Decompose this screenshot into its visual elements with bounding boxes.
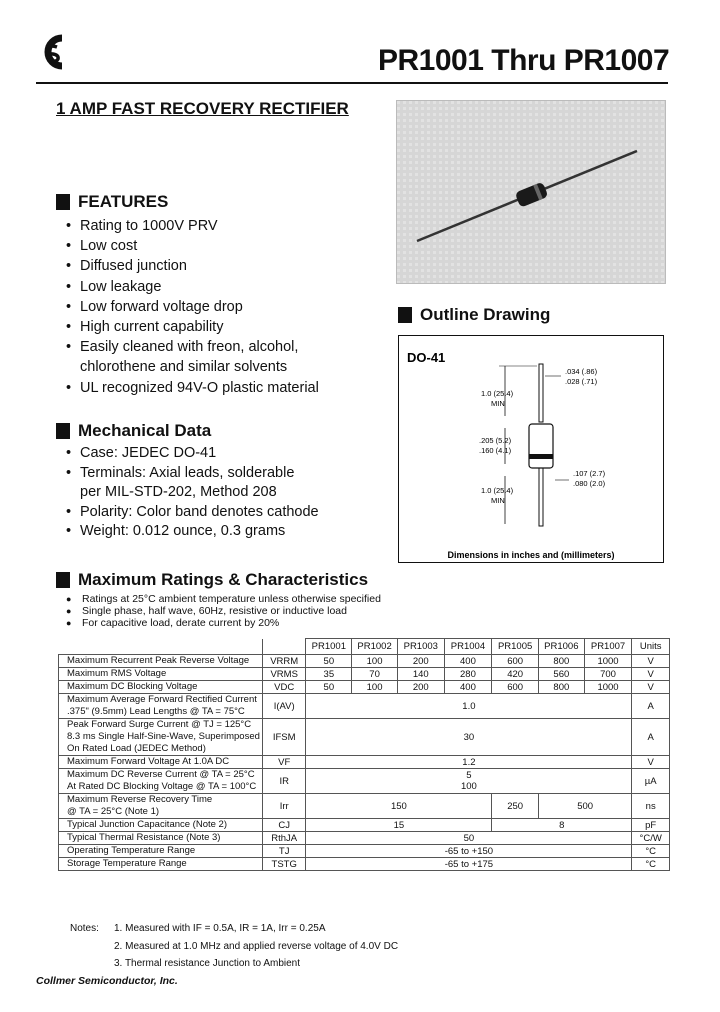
value-cell: 8 <box>492 819 632 832</box>
list-item: ● Single phase, half wave, 60Hz, resistive or inductive load <box>66 605 381 617</box>
param-cell <box>59 694 263 719</box>
value-cell: 600 <box>492 655 539 668</box>
unit-cell: °C <box>632 845 670 858</box>
page-title: PR1001 Thru PR1007 <box>378 44 670 77</box>
notes-label: Notes: <box>70 923 99 934</box>
symbol-cell: IR <box>262 769 306 794</box>
note-item: 3. Thermal resistance Junction to Ambient <box>114 958 301 969</box>
param-line: Maximum Average Forward Rectified Current <box>67 694 257 705</box>
value-line: 5 <box>466 770 472 781</box>
dim-lead-dia-1: .034 (.86) <box>565 367 598 376</box>
value-cell: 280 <box>444 668 492 681</box>
list-item: • Low cost <box>64 236 319 256</box>
note-item: 1. Measured with IF = 0.5A, IR = 1A, Irr = 0.25A <box>114 923 326 934</box>
table-row <box>59 756 670 769</box>
heading-square-icon <box>56 194 70 210</box>
unit-cell: V <box>632 756 670 769</box>
dim-lead-len-min-2: MIN <box>491 496 505 505</box>
table-row <box>59 845 670 858</box>
value-cell: 1000 <box>584 655 632 668</box>
column-header: PR1003 <box>397 639 444 655</box>
param-line: On Rated Load (JEDEC Method) <box>67 743 206 754</box>
list-item: • Terminals: Axial leads, solderable <box>64 464 319 484</box>
list-item: • Polarity: Color band denotes cathode <box>64 503 319 523</box>
param-line: Maximum Reverse Recovery Time <box>67 794 213 805</box>
unit-cell: A <box>632 694 670 719</box>
symbol-cell: VF <box>262 756 306 769</box>
heading-square-icon <box>56 572 70 588</box>
column-header: Units <box>632 639 670 655</box>
table-row <box>59 668 670 681</box>
ratings-conditions <box>66 593 381 629</box>
table-row <box>59 655 670 668</box>
symbol-cell: CJ <box>262 819 306 832</box>
value-cell: 420 <box>492 668 539 681</box>
column-header: PR1005 <box>492 639 539 655</box>
column-header: PR1001 <box>306 639 352 655</box>
value-line: 100 <box>460 781 477 792</box>
unit-cell: °C <box>632 858 670 871</box>
symbol-cell: RthJA <box>262 832 306 845</box>
do41-drawing <box>399 336 663 562</box>
param-cell: Operating Temperature Range <box>59 845 263 858</box>
unit-cell: ns <box>632 794 670 819</box>
table-row <box>59 769 670 794</box>
param-cell <box>59 794 263 819</box>
symbol-cell: VRRM <box>262 655 306 668</box>
list-item-continuation: per MIL-STD-202, Method 208 <box>80 484 277 500</box>
value-cell: -65 to +175 <box>306 858 632 871</box>
table-row <box>59 832 670 845</box>
symbol-cell: VRMS <box>262 668 306 681</box>
value-cell: 200 <box>397 655 444 668</box>
table-row <box>59 681 670 694</box>
list-item: • Low forward voltage drop <box>64 297 319 317</box>
features-heading-text: FEATURES <box>78 192 169 211</box>
param-cell: Typical Thermal Resistance (Note 3) <box>59 832 263 845</box>
param-cell: Maximum RMS Voltage <box>59 668 263 681</box>
unit-cell: V <box>632 681 670 694</box>
value-cell: 1000 <box>584 681 632 694</box>
param-cell: Maximum DC Blocking Voltage <box>59 681 263 694</box>
list-item: • UL recognized 94V-O plastic material <box>64 378 319 398</box>
table-row <box>59 694 670 719</box>
dim-body-dia-2: .080 (2.0) <box>573 479 606 488</box>
outline-heading-text: Outline Drawing <box>420 305 551 324</box>
ratings-heading <box>56 570 368 590</box>
table-row <box>59 794 670 819</box>
param-cell: Storage Temperature Range <box>59 858 263 871</box>
product-photo <box>396 100 666 284</box>
value-cell: 700 <box>584 668 632 681</box>
symbol-cell: IFSM <box>262 719 306 756</box>
value-cell: 400 <box>444 681 492 694</box>
outline-drawing <box>398 335 664 563</box>
list-item: • Weight: 0.012 ounce, 0.3 grams <box>64 522 319 542</box>
value-cell: 70 <box>352 668 398 681</box>
value-cell: 35 <box>306 668 352 681</box>
symbol-cell: I(AV) <box>262 694 306 719</box>
dim-body-len-2: .160 (4.1) <box>479 446 512 455</box>
ratings-heading-text: Maximum Ratings & Characteristics <box>78 570 369 589</box>
symbol-cell: TSTG <box>262 858 306 871</box>
param-cell: Maximum Recurrent Peak Reverse Voltage <box>59 655 263 668</box>
param-line: .375" (9.5mm) Lead Lengths @ TA = 75°C <box>67 706 245 717</box>
value-cell: 500 <box>538 794 631 819</box>
column-header: PR1007 <box>584 639 632 655</box>
note-item: 2. Measured at 1.0 MHz and applied reverse voltage of 4.0V DC <box>114 940 399 952</box>
unit-cell: A <box>632 719 670 756</box>
list-item: ● Ratings at 25°C ambient temperature unless otherwise specified <box>66 593 381 605</box>
header-rule <box>36 82 668 84</box>
value-cell: 140 <box>397 668 444 681</box>
dim-lead-dia-2: .028 (.71) <box>565 377 598 386</box>
ratings-table <box>58 638 670 871</box>
value-cell: 560 <box>538 668 584 681</box>
param-cell: Maximum Forward Voltage At 1.0A DC <box>59 756 263 769</box>
value-cell: 100 <box>352 655 398 668</box>
symbol-cell: VDC <box>262 681 306 694</box>
param-cell <box>59 719 263 756</box>
param-line: Maximum DC Reverse Current @ TA = 25°C <box>67 769 255 780</box>
unit-cell: pF <box>632 819 670 832</box>
list-item: • Rating to 1000V PRV <box>64 216 319 236</box>
value-cell <box>306 769 632 794</box>
param-line: Peak Forward Surge Current @ TJ = 125°C <box>67 719 252 730</box>
table-header-row <box>59 639 670 655</box>
value-cell: 50 <box>306 681 352 694</box>
column-header: PR1004 <box>444 639 492 655</box>
company-name: Collmer Semiconductor, Inc. <box>36 975 178 987</box>
features-heading <box>56 192 168 212</box>
value-cell: 600 <box>492 681 539 694</box>
value-cell: 50 <box>306 832 632 845</box>
product-subtitle: 1 AMP FAST RECOVERY RECTIFIER <box>56 99 349 118</box>
dim-body-dia-1: .107 (2.7) <box>573 469 606 478</box>
value-cell: 250 <box>492 794 539 819</box>
unit-cell: µA <box>632 769 670 794</box>
unit-cell: V <box>632 655 670 668</box>
unit-cell: °C/W <box>632 832 670 845</box>
package-label: DO-41 <box>407 350 446 365</box>
heading-square-icon <box>56 423 70 439</box>
features-list <box>64 216 319 398</box>
value-cell: -65 to +150 <box>306 845 632 858</box>
value-cell: 50 <box>306 655 352 668</box>
list-item: • Diffused junction <box>64 256 319 276</box>
value-cell: 100 <box>352 681 398 694</box>
column-header: PR1002 <box>352 639 398 655</box>
dim-lead-len-min-1: MIN <box>491 399 505 408</box>
value-cell: 400 <box>444 655 492 668</box>
symbol-cell: TJ <box>262 845 306 858</box>
value-cell: 1.0 <box>306 694 632 719</box>
list-item: ● For capacitive load, derate current by 20% <box>66 617 381 629</box>
unit-cell: V <box>632 668 670 681</box>
dimensions-caption: Dimensions in inches and (millimeters) <box>447 550 615 560</box>
dim-body-len-1: .205 (5.2) <box>479 436 512 445</box>
param-line: @ TA = 25°C (Note 1) <box>67 806 160 817</box>
value-cell: 200 <box>397 681 444 694</box>
table-row <box>59 819 670 832</box>
company-logo <box>34 30 68 74</box>
value-cell: 15 <box>306 819 492 832</box>
mechanical-list <box>64 444 319 542</box>
list-item: • Low leakage <box>64 277 319 297</box>
outline-heading <box>398 305 550 325</box>
list-item-continuation: chlorothene and similar solvents <box>80 359 288 376</box>
value-cell: 150 <box>306 794 492 819</box>
param-cell: Typical Junction Capacitance (Note 2) <box>59 819 263 832</box>
list-item: • Easily cleaned with freon, alcohol, <box>64 337 319 357</box>
notes <box>70 920 398 973</box>
value-cell: 1.2 <box>306 756 632 769</box>
list-item: • Case: JEDEC DO-41 <box>64 444 319 464</box>
heading-square-icon <box>398 307 412 323</box>
param-line: 8.3 ms Single Half-Sine-Wave, Superimposed <box>67 731 260 742</box>
value-cell: 30 <box>306 719 632 756</box>
dim-lead-len-2: 1.0 (25.4) <box>481 486 514 495</box>
symbol-cell: Irr <box>262 794 306 819</box>
diode-photo-image <box>397 101 666 284</box>
dim-lead-len-1: 1.0 (25.4) <box>481 389 514 398</box>
column-header: PR1006 <box>538 639 584 655</box>
table-row <box>59 858 670 871</box>
list-item: • High current capability <box>64 317 319 337</box>
value-cell: 800 <box>538 681 584 694</box>
value-cell: 800 <box>538 655 584 668</box>
param-cell <box>59 769 263 794</box>
param-line: At Rated DC Blocking Voltage @ TA = 100°C <box>67 781 257 792</box>
mechanical-heading <box>56 421 211 441</box>
table-row <box>59 719 670 756</box>
mechanical-heading-text: Mechanical Data <box>78 421 212 440</box>
